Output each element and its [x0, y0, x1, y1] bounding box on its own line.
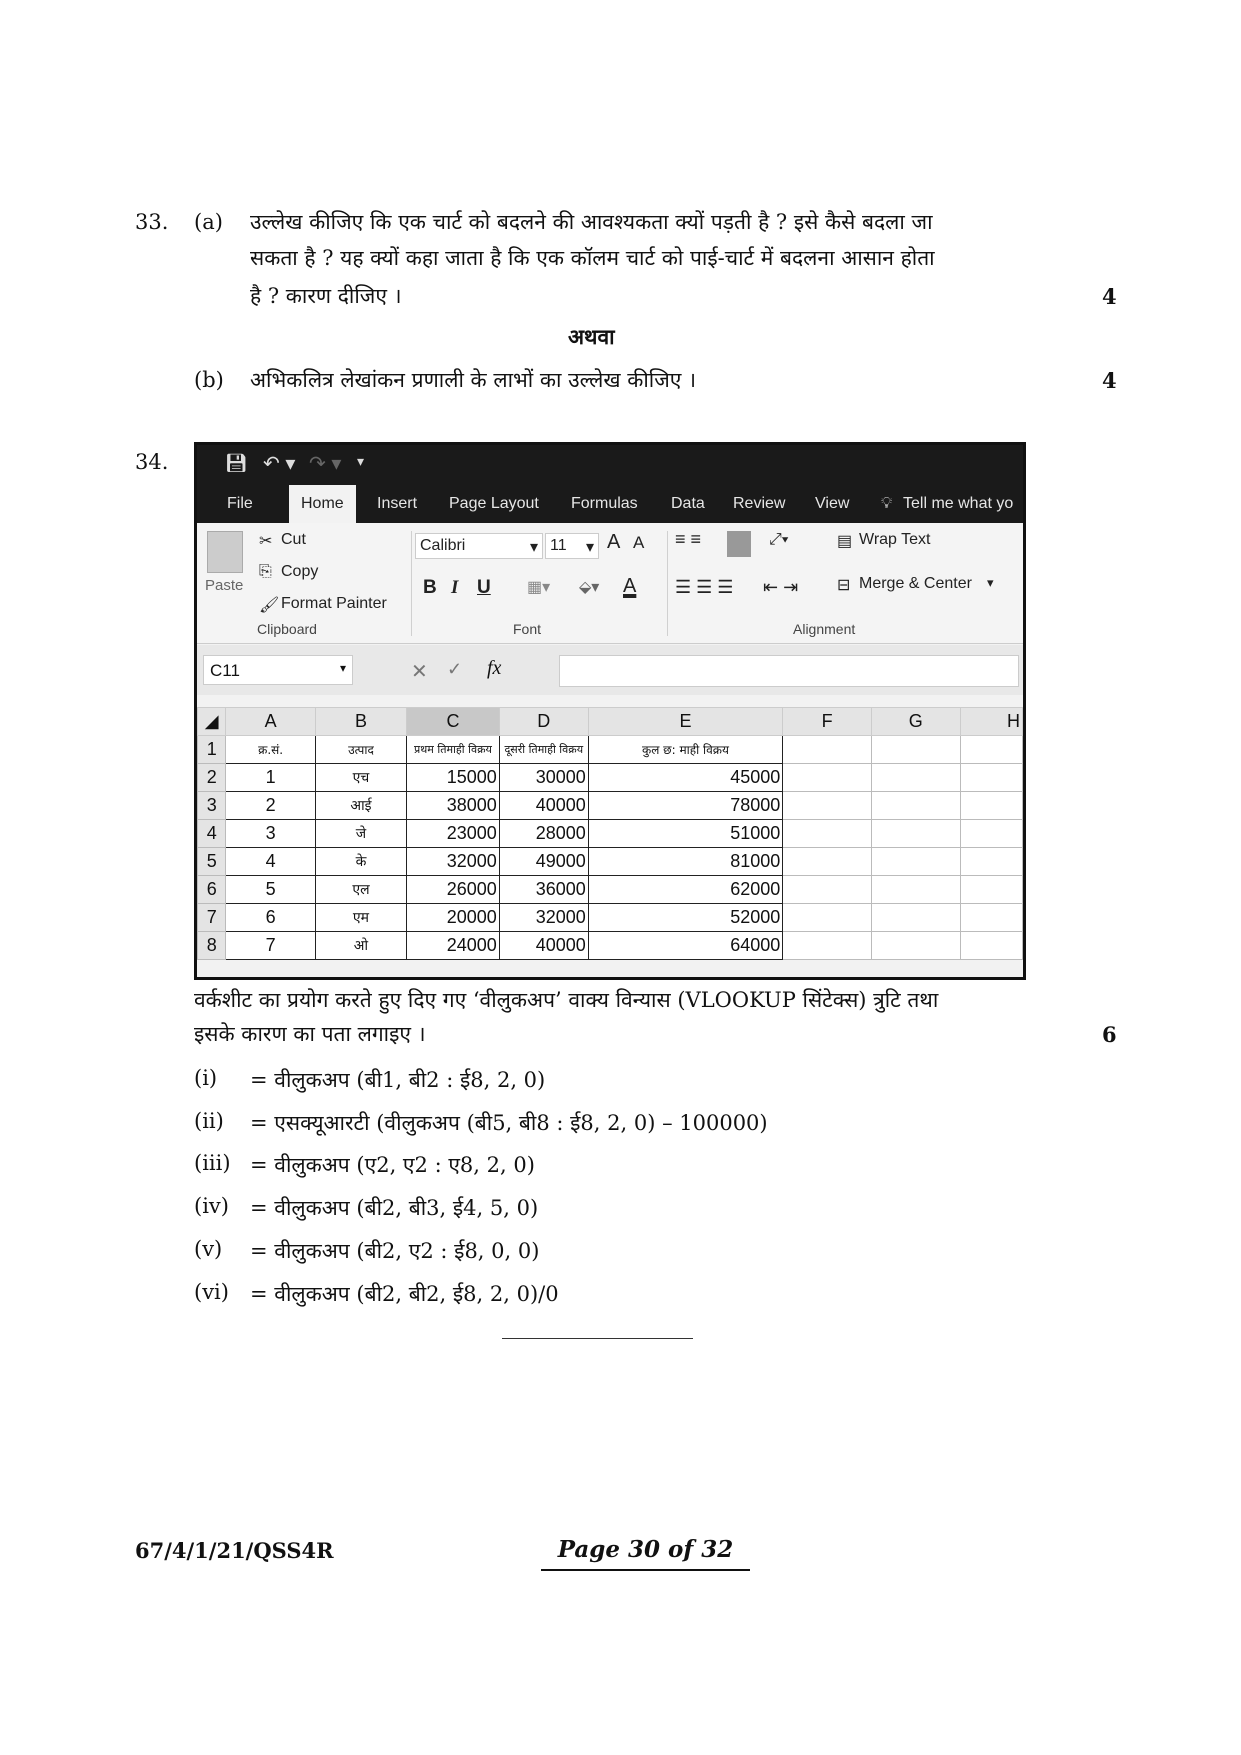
paste-button[interactable]: Paste — [205, 577, 244, 594]
header-cell[interactable]: उत्पाद — [315, 736, 406, 764]
q33b-label: (b) — [194, 368, 224, 392]
cell[interactable] — [960, 764, 1022, 792]
table-row — [198, 764, 1023, 792]
cell[interactable]: के — [315, 848, 406, 876]
customize-icon: ▾ — [357, 453, 365, 469]
page-number: Page 30 of 32 — [541, 1536, 750, 1571]
cell[interactable]: आई — [315, 792, 406, 820]
cell[interactable]: 3 — [226, 820, 315, 848]
cell[interactable]: 1 — [226, 764, 315, 792]
cancel-icon[interactable]: ✕ — [411, 661, 428, 683]
cell[interactable]: 26000 — [407, 876, 500, 904]
cell[interactable]: 7 — [226, 932, 315, 960]
cell[interactable] — [783, 904, 872, 932]
vlookup-formula: = वीलुकअप (बी2, ए2 : ई8, 0, 0) — [250, 1239, 540, 1263]
fill-color-icon[interactable]: ⬙▾ — [579, 579, 600, 596]
cell[interactable]: 81000 — [588, 848, 783, 876]
cell[interactable] — [783, 932, 872, 960]
chevron-down-icon: ▾ — [585, 539, 594, 556]
cell[interactable]: 38000 — [407, 792, 500, 820]
align-horizontal-icons[interactable]: ☰ ☰ ☰ — [675, 577, 734, 597]
item-label: (iv) — [194, 1194, 229, 1218]
ribbon-tabs — [197, 485, 1023, 523]
excel-screenshot — [194, 442, 1026, 980]
cell[interactable]: 23000 — [407, 820, 500, 848]
tab-formulas[interactable]: Formulas — [571, 495, 638, 512]
vlookup-formula: = वीलुकअप (बी1, बी2 : ई8, 2, 0) — [250, 1068, 546, 1092]
column-header[interactable]: E — [588, 708, 783, 736]
cell[interactable]: जे — [315, 820, 406, 848]
cell[interactable]: 51000 — [588, 820, 783, 848]
row-header[interactable]: 4 — [198, 820, 226, 848]
borders-icon[interactable]: ▦▾ — [527, 579, 551, 596]
tab-review[interactable]: Review — [733, 495, 786, 512]
shrink-font-button[interactable]: A — [633, 533, 645, 552]
tab-page-layout[interactable]: Page Layout — [449, 495, 539, 512]
orientation-icon[interactable]: ⤢▾ — [769, 531, 789, 548]
cell[interactable]: 52000 — [588, 904, 783, 932]
cell[interactable]: 32000 — [407, 848, 500, 876]
quick-access-toolbar — [197, 445, 1023, 485]
cell[interactable]: 32000 — [499, 904, 588, 932]
table-row — [198, 876, 1023, 904]
cell[interactable] — [960, 792, 1022, 820]
row-header[interactable]: 6 — [198, 876, 226, 904]
select-all-corner[interactable]: ◢ — [198, 708, 226, 736]
cell[interactable] — [871, 764, 960, 792]
cell[interactable]: 49000 — [499, 848, 588, 876]
cell[interactable]: 6 — [226, 904, 315, 932]
item-label: (vi) — [194, 1280, 229, 1304]
font-size-select[interactable] — [545, 533, 599, 559]
cell[interactable]: 62000 — [588, 876, 783, 904]
lightbulb-icon: 💡︎ — [881, 495, 893, 512]
name-box-value: C11 — [210, 661, 240, 680]
redo-icon: ↷ ▾ — [309, 453, 342, 475]
table-row — [198, 820, 1023, 848]
table-row — [198, 904, 1023, 932]
cell[interactable]: 30000 — [499, 764, 588, 792]
tab-home[interactable]: Home — [289, 485, 356, 523]
end-rule — [502, 1338, 693, 1339]
align-bottom-icon[interactable] — [727, 531, 751, 557]
tab-file[interactable]: File — [227, 495, 253, 512]
font-size-value: 11 — [550, 537, 567, 554]
cell[interactable] — [960, 904, 1022, 932]
item-label: (v) — [194, 1237, 223, 1261]
or-label: अथवा — [568, 324, 615, 349]
bold-button[interactable]: B — [423, 577, 437, 598]
cell[interactable]: एल — [315, 876, 406, 904]
cell[interactable] — [960, 820, 1022, 848]
cell[interactable] — [871, 932, 960, 960]
cell[interactable] — [871, 820, 960, 848]
row-header[interactable]: 5 — [198, 848, 226, 876]
cell[interactable]: 45000 — [588, 764, 783, 792]
format-painter-button[interactable]: Format Painter — [281, 595, 387, 612]
cell[interactable] — [871, 876, 960, 904]
indent-icons[interactable]: ⇤ ⇥ — [763, 577, 799, 597]
save-icon: 💾︎ — [225, 453, 248, 473]
column-header[interactable]: G — [871, 708, 960, 736]
scissors-icon: ✂ — [259, 533, 273, 550]
name-box[interactable] — [203, 655, 353, 685]
copy-icon: ⎘ — [259, 563, 272, 580]
q34-line: इसके कारण का पता लगाइए । — [194, 1022, 426, 1046]
column-header[interactable]: F — [783, 708, 872, 736]
copy-button[interactable]: Copy — [281, 563, 319, 580]
cell[interactable] — [871, 792, 960, 820]
header-cell[interactable]: प्रथम तिमाही विक्रय — [407, 736, 500, 764]
font-group-label: Font — [513, 621, 542, 637]
cell[interactable]: 2 — [226, 792, 315, 820]
q33a-marks: 4 — [1102, 284, 1117, 309]
cell[interactable]: 28000 — [499, 820, 588, 848]
table-row — [198, 848, 1023, 876]
q34-line: वर्कशीट का प्रयोग करते हुए दिए गए ‘वीलुकअप’ वाक्य विन्यास (VLOOKUP सिंटेक्स) त्रुटि तथा — [194, 988, 939, 1012]
divider — [411, 531, 412, 636]
underline-button[interactable]: U — [477, 577, 491, 598]
row-header[interactable]: 2 — [198, 764, 226, 792]
paper-code: 67/4/1/21/QSS4R — [135, 1538, 334, 1563]
format-painter-icon: 🖌︎ — [259, 597, 280, 614]
clipboard-icon — [207, 531, 243, 573]
column-header[interactable]: A — [226, 708, 315, 736]
cell[interactable] — [783, 792, 872, 820]
q33a-label: (a) — [194, 210, 223, 234]
cell[interactable] — [871, 736, 960, 764]
cell[interactable] — [960, 848, 1022, 876]
cell[interactable]: 20000 — [407, 904, 500, 932]
cell[interactable]: एम — [315, 904, 406, 932]
q33a-line: उल्लेख कीजिए कि एक चार्ट को बदलने की आवश्यकता क्यों पड़ती है ? इसे कैसे बदला जा — [250, 210, 933, 234]
row-header[interactable]: 7 — [198, 904, 226, 932]
font-name-select[interactable] — [415, 533, 543, 559]
clipboard-group-label: Clipboard — [257, 621, 317, 637]
cell[interactable]: 64000 — [588, 932, 783, 960]
cell[interactable] — [783, 736, 872, 764]
q33b-text: अभिकलित्र लेखांकन प्रणाली के लाभों का उल्लेख कीजिए । — [250, 368, 697, 392]
cell[interactable]: 40000 — [499, 792, 588, 820]
header-cell[interactable]: दूसरी तिमाही विक्रय — [499, 736, 588, 764]
divider — [667, 531, 668, 636]
tell-me-search[interactable]: Tell me what yo — [903, 495, 1014, 512]
italic-button[interactable]: I — [451, 577, 459, 598]
insert-function-button[interactable]: fx — [487, 657, 502, 679]
cell[interactable]: 5 — [226, 876, 315, 904]
grow-font-button[interactable]: A — [607, 531, 621, 553]
merge-icon: ⊟ — [837, 577, 851, 594]
font-name-value: Calibri — [420, 537, 466, 554]
q33b-marks: 4 — [1102, 368, 1117, 393]
tab-insert[interactable]: Insert — [377, 495, 418, 512]
cell[interactable] — [783, 876, 872, 904]
cell[interactable] — [783, 848, 872, 876]
formula-bar — [197, 645, 1023, 695]
row-header[interactable]: 8 — [198, 932, 226, 960]
q34-number: 34. — [135, 450, 169, 474]
ribbon — [197, 523, 1023, 644]
cell[interactable]: 15000 — [407, 764, 500, 792]
cell[interactable] — [960, 876, 1022, 904]
tab-view[interactable]: View — [815, 495, 850, 512]
align-top-icon[interactable]: ≡ ≡ — [675, 529, 702, 549]
merge-center-button[interactable]: Merge & Center — [859, 575, 972, 592]
item-label: (ii) — [194, 1109, 224, 1133]
item-label: (iii) — [194, 1151, 231, 1175]
vlookup-formula: = वीलुकअप (बी2, बी2, ई8, 2, 0)/0 — [250, 1282, 559, 1306]
q33a-line: है ? कारण दीजिए । — [250, 284, 402, 308]
cell[interactable]: 36000 — [499, 876, 588, 904]
wrap-text-button[interactable]: Wrap Text — [859, 531, 931, 548]
cell[interactable]: 78000 — [588, 792, 783, 820]
cell[interactable] — [783, 764, 872, 792]
cell[interactable]: 40000 — [499, 932, 588, 960]
q33-number: 33. — [135, 210, 169, 234]
cell[interactable]: एच — [315, 764, 406, 792]
table-row — [198, 932, 1023, 960]
row-header[interactable]: 3 — [198, 792, 226, 820]
cell[interactable]: ओ — [315, 932, 406, 960]
cut-button[interactable]: Cut — [281, 531, 306, 548]
item-label: (i) — [194, 1066, 218, 1090]
cell[interactable] — [960, 736, 1022, 764]
cell[interactable] — [871, 904, 960, 932]
font-color-button[interactable]: A — [623, 575, 637, 597]
header-cell[interactable]: क्र.सं. — [226, 736, 315, 764]
alignment-group-label: Alignment — [793, 621, 856, 637]
wrap-text-icon: ▤ — [837, 533, 853, 550]
column-header[interactable]: C — [407, 708, 500, 736]
chevron-down-icon: ▾ — [987, 575, 994, 590]
vlookup-formula: = वीलुकअप (ए2, ए2 : ए8, 2, 0) — [250, 1153, 535, 1177]
cell[interactable]: 4 — [226, 848, 315, 876]
enter-icon[interactable]: ✓ — [447, 659, 463, 679]
q34-marks: 6 — [1102, 1022, 1117, 1047]
cell[interactable] — [783, 820, 872, 848]
vlookup-formula: = वीलुकअप (बी2, बी3, ई4, 5, 0) — [250, 1196, 539, 1220]
q33a-line: सकता है ? यह क्यों कहा जाता है कि एक कॉलम चार्ट को पाई-चार्ट में बदलना आसान होता — [250, 246, 935, 270]
chevron-down-icon: ▾ — [529, 539, 538, 556]
tab-data[interactable]: Data — [671, 495, 705, 512]
cell[interactable]: 24000 — [407, 932, 500, 960]
column-header[interactable]: H — [960, 708, 1022, 736]
header-cell[interactable]: कुल छ: माही विक्रय — [588, 736, 783, 764]
column-header[interactable]: B — [315, 708, 406, 736]
cell[interactable] — [960, 932, 1022, 960]
formula-input[interactable] — [559, 655, 1019, 687]
table-row — [198, 792, 1023, 820]
vlookup-formula: = एसक्यूआरटी (वीलुकअप (बी5, बी8 : ई8, 2, 0) – 100000) — [250, 1111, 768, 1135]
cell[interactable] — [871, 848, 960, 876]
chevron-down-icon: ▾ — [339, 661, 346, 675]
column-header[interactable]: D — [499, 708, 588, 736]
undo-icon: ↶ ▾ — [263, 453, 296, 475]
row-header[interactable]: 1 — [198, 736, 226, 764]
worksheet-grid — [197, 707, 1023, 960]
